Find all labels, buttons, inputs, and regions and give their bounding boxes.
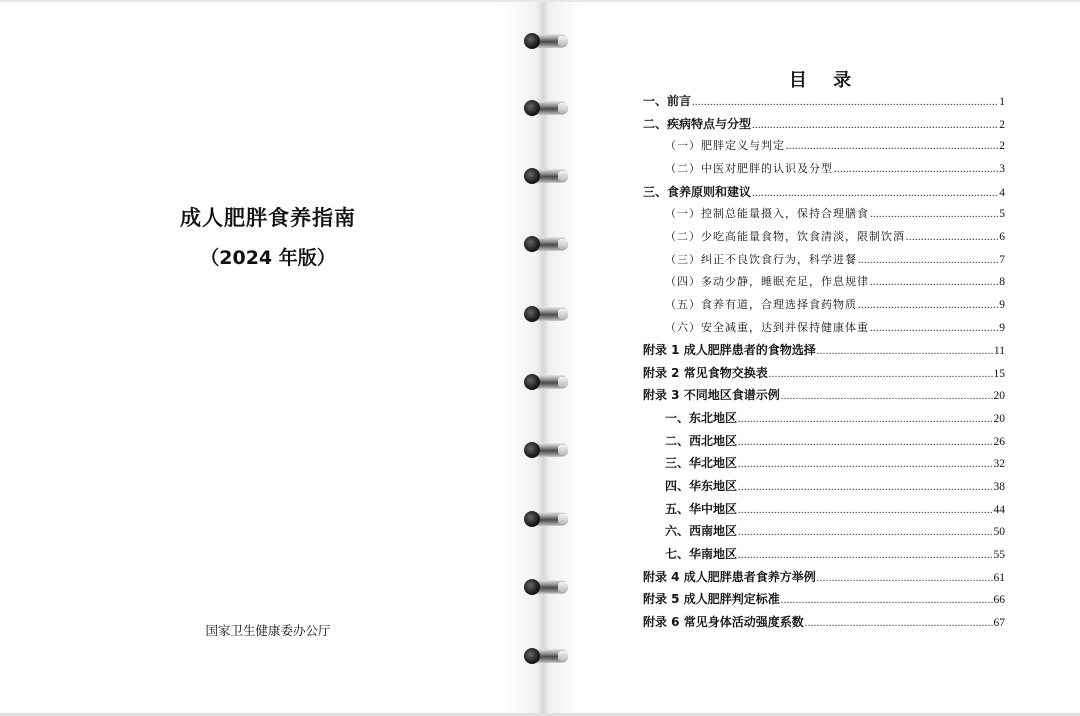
toc-entry xyxy=(665,250,1005,270)
toc-entry-label: 附录 1 成人肥胖患者的食物选择 xyxy=(643,343,816,358)
toc-entry xyxy=(665,227,1005,247)
binding-ring xyxy=(524,649,568,663)
toc-entry xyxy=(643,589,1005,609)
binding-ring xyxy=(524,169,568,183)
toc-leader-dots xyxy=(752,184,998,204)
binding-ring xyxy=(524,237,568,251)
toc-entry-label: 附录 5 成人肥胖判定标准 xyxy=(643,592,780,607)
toc-entry-label: （二）中医对肥胖的认识及分型 xyxy=(665,161,833,175)
toc-leader-dots xyxy=(805,614,993,634)
toc-entry-page: 61 xyxy=(993,571,1005,584)
toc-entry xyxy=(665,272,1005,292)
toc-entry-label: （三）纠正不良饮食行为，科学进餐 xyxy=(665,252,857,266)
toc-leader-dots xyxy=(870,319,998,339)
binding-ring xyxy=(524,375,568,389)
toc-entry-label: 七、华南地区 xyxy=(665,547,738,561)
toc-leader-dots xyxy=(834,160,998,180)
toc-leader-dots xyxy=(738,546,992,566)
binding-ring xyxy=(524,34,568,48)
toc-entry-label: （四）多动少静，睡眠充足，作息规律 xyxy=(665,275,869,289)
toc-entry-label: （一）肥胖定义与判定 xyxy=(665,139,785,153)
toc-entry xyxy=(665,408,1005,428)
toc-entry xyxy=(665,544,1005,564)
toc-leader-dots xyxy=(738,433,992,453)
toc-entry-page: 15 xyxy=(993,367,1005,380)
toc-entry-page: 1 xyxy=(999,96,1005,108)
toc-leader-dots xyxy=(738,523,992,543)
toc-entry-label: 附录 3 不同地区食谱示例 xyxy=(643,388,780,403)
toc-entry-label: 附录 6 常见身体活动强度系数 xyxy=(643,614,804,629)
toc-entry-label: 五、华中地区 xyxy=(665,501,738,516)
toc-leader-dots xyxy=(738,501,992,521)
toc-entry-page: 9 xyxy=(999,321,1005,334)
toc-entry xyxy=(643,363,1005,383)
binding-ring xyxy=(524,101,568,115)
binding-ring xyxy=(524,307,568,321)
toc-entry-page: 8 xyxy=(999,276,1005,289)
toc-entry xyxy=(665,204,1005,224)
toc-entry xyxy=(643,567,1005,587)
publisher: 国家卫生健康委办公厅 xyxy=(205,623,331,638)
toc-entry xyxy=(665,318,1005,338)
toc-leader-dots xyxy=(738,455,992,475)
toc-leader-dots xyxy=(781,591,993,611)
toc-leader-dots xyxy=(870,273,998,293)
toc-leader-dots xyxy=(858,251,998,271)
toc-entry-page: 20 xyxy=(993,390,1005,403)
toc-entry-label: 三、华北地区 xyxy=(665,456,738,471)
toc-entry-label: 二、疾病特点与分型 xyxy=(643,116,752,131)
toc-entry xyxy=(643,340,1005,360)
toc-entry-page: 5 xyxy=(999,208,1005,221)
toc-entry xyxy=(643,91,1005,111)
toc-entry-label: （五）食养有道，合理选择食药物质 xyxy=(665,297,857,311)
toc-leader-dots xyxy=(769,365,993,385)
toc-entry xyxy=(643,385,1005,405)
cover-page xyxy=(0,2,536,713)
toc-leader-dots xyxy=(738,478,992,498)
toc-entry xyxy=(665,159,1005,179)
toc-entry-page: 55 xyxy=(993,549,1005,561)
toc-entry-page: 67 xyxy=(993,616,1005,629)
toc-entry xyxy=(665,453,1005,473)
toc-entry-page: 26 xyxy=(993,435,1005,448)
toc-entry-page: 2 xyxy=(999,118,1005,131)
toc-entry-page: 6 xyxy=(999,230,1005,243)
toc-entry xyxy=(665,521,1005,541)
toc-entry-page: 3 xyxy=(999,162,1005,175)
toc-leader-dots xyxy=(738,410,992,430)
toc-entry-label: 一、东北地区 xyxy=(665,411,738,426)
toc-entry-page: 11 xyxy=(993,345,1005,358)
toc-entry-page: 44 xyxy=(993,503,1005,516)
toc-entry-page: 66 xyxy=(993,594,1005,607)
toc-leader-dots xyxy=(692,93,998,113)
toc-entry xyxy=(665,499,1005,519)
toc-leader-dots xyxy=(781,387,993,407)
toc-entry-page: 38 xyxy=(993,481,1005,494)
toc-entry-label: （二）少吃高能量食物，饮食清淡，限制饮酒 xyxy=(665,229,905,243)
toc-leader-dots xyxy=(786,137,998,157)
binding-ring xyxy=(524,512,568,526)
toc-entry-label: （一）控制总能量摄入，保持合理膳食 xyxy=(665,207,869,221)
book-title: 成人肥胖食养指南 xyxy=(180,206,356,230)
toc-entry-page: 7 xyxy=(999,253,1005,266)
toc-entry xyxy=(665,476,1005,496)
toc-entry-label: 三、食养原则和建议 xyxy=(643,184,752,199)
toc-entry-page: 50 xyxy=(993,526,1005,539)
toc-entry-label: 六、西南地区 xyxy=(665,524,738,539)
toc-entry-page: 2 xyxy=(999,140,1005,153)
toc-leader-dots xyxy=(752,116,998,136)
toc-entry xyxy=(665,431,1005,451)
toc-entry-label: （六）安全减重，达到并保持健康体重 xyxy=(665,320,869,334)
toc-entry xyxy=(643,182,1005,202)
toc-entry xyxy=(643,612,1005,632)
toc-leader-dots xyxy=(817,569,993,589)
toc-leader-dots xyxy=(870,205,998,225)
toc-entry-label: 一、前言 xyxy=(643,94,692,108)
binding-ring xyxy=(524,580,568,594)
toc-entry-label: 四、华东地区 xyxy=(665,479,738,494)
toc-heading: 目 录 xyxy=(788,70,862,91)
toc-leader-dots xyxy=(906,228,998,248)
toc-entry-page: 9 xyxy=(999,298,1005,311)
toc-entry xyxy=(665,136,1005,156)
toc-entry-label: 二、西北地区 xyxy=(665,433,738,448)
toc-leader-dots xyxy=(858,296,998,316)
toc-entry xyxy=(665,295,1005,315)
binding-ring xyxy=(524,443,568,457)
toc-leader-dots xyxy=(817,342,993,362)
toc-entry-label: 附录 2 常见食物交换表 xyxy=(643,365,768,380)
toc-entry-page: 32 xyxy=(993,458,1005,471)
toc-entry-page: 20 xyxy=(993,413,1005,426)
toc-entry-page: 4 xyxy=(999,186,1005,199)
toc-entry xyxy=(643,114,1005,134)
toc-entry-label: 附录 4 成人肥胖患者食养方举例 xyxy=(643,569,816,584)
book-edition: （2024 年版） xyxy=(200,247,336,269)
